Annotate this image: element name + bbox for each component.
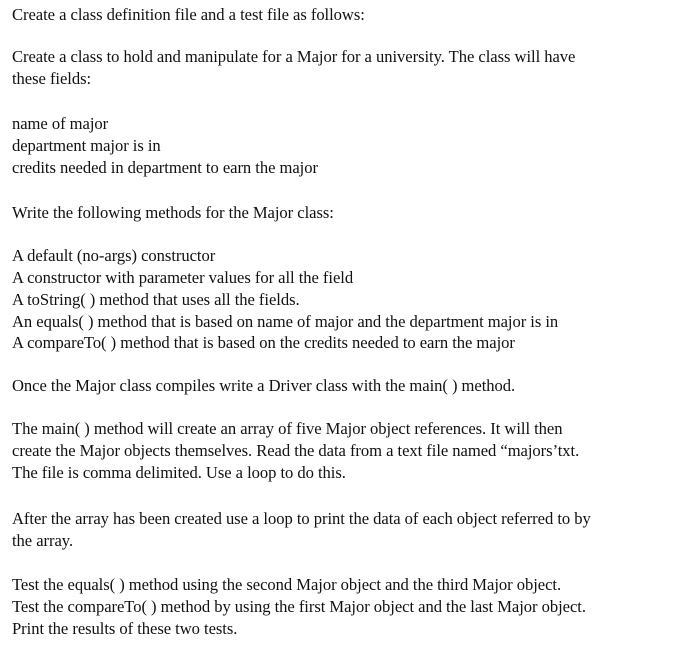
class-description-line: Create a class to hold and manipulate for a Major for a university. The class will have [12, 47, 576, 66]
method-item: A compareTo( ) method that is based on the credits needed to earn the major [12, 333, 515, 352]
test-line: Test the equals( ) method using the second Major object and the third Major object. [12, 575, 562, 594]
method-item: A toString( ) method that uses all the fields. [12, 290, 300, 309]
test-line: Test the compareTo( ) method by using the first Major object and the last Major object. [12, 597, 586, 616]
field-item: department major is in [12, 136, 161, 155]
main-description-line: create the Major objects themselves. Read the data from a text file named “majors’txt. [12, 441, 580, 460]
methods-heading: Write the following methods for the Major class: [12, 203, 334, 222]
method-item: A constructor with parameter values for all the field [12, 268, 354, 287]
intro-line: Create a class definition file and a test file as follows: [12, 5, 365, 24]
method-item: A default (no-args) constructor [12, 246, 216, 265]
main-description-line: The main( ) method will create an array of five Major object references. It will then [12, 419, 563, 438]
class-description-line: these fields: [12, 69, 92, 88]
field-item: credits needed in department to earn the major [12, 158, 318, 177]
main-description-line: The file is comma delimited. Use a loop to do this. [12, 463, 346, 482]
print-description-line: After the array has been created use a loop to print the data of each object referred to by [12, 509, 591, 528]
driver-intro-line: Once the Major class compiles write a Driver class with the main( ) method. [12, 376, 516, 395]
print-description-line: the array. [12, 531, 74, 550]
method-item: An equals( ) method that is based on name of major and the department major is in [12, 312, 559, 331]
test-line: Print the results of these two tests. [12, 619, 238, 638]
field-item: name of major [12, 114, 109, 133]
